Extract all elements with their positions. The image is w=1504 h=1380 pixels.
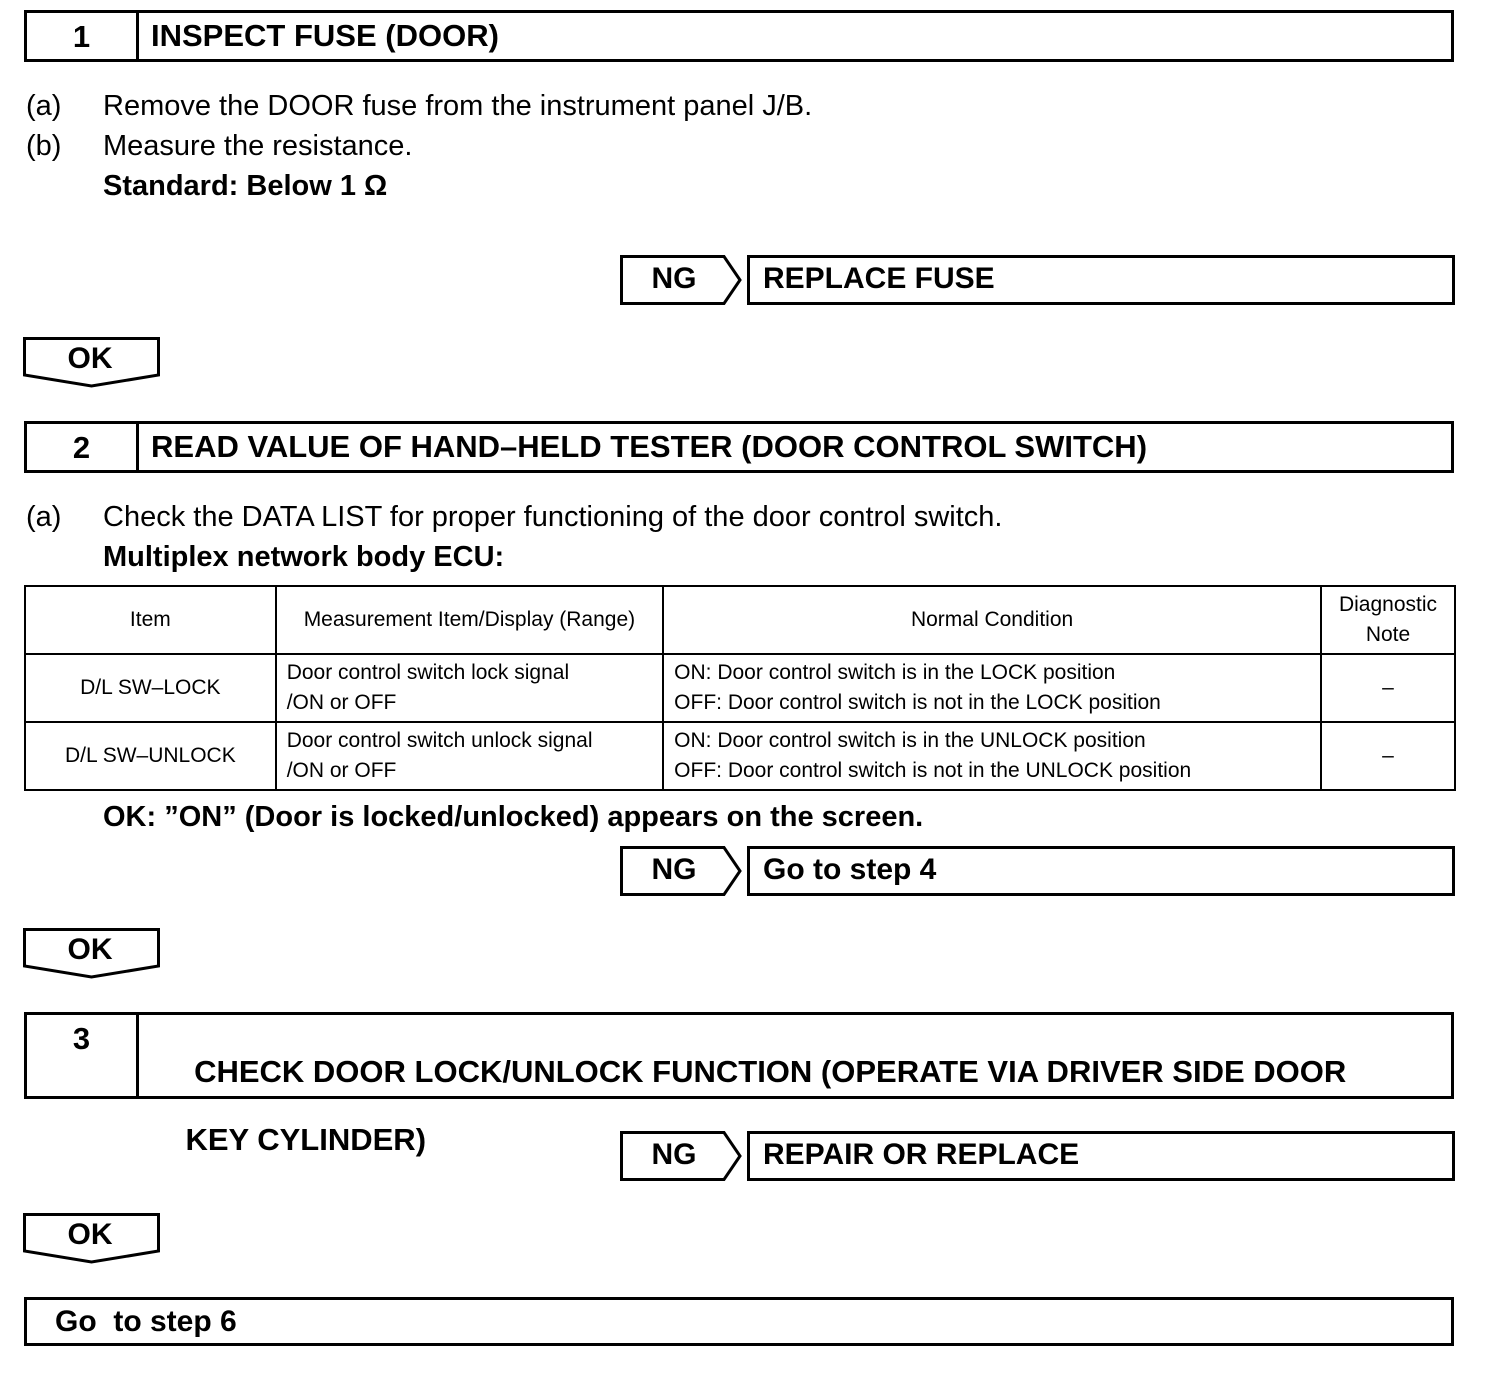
ng-action: REPAIR OR REPLACE [747,1131,1455,1181]
ng-label: NG [651,1138,697,1171]
step2-header [24,421,1454,473]
final-step-box: Go to step 6 [24,1297,1454,1346]
measurement-range: /ON or OFF [286,691,397,714]
measurement-line: Door control switch lock signal [286,661,570,684]
step-title: INSPECT FUSE (DOOR) [151,18,499,53]
ok-label: OK [67,1218,113,1251]
condition-off: OFF: Door control switch is not in the LOCK position [674,691,1161,714]
ok-branch [23,928,160,980]
instruction-text: Check the DATA LIST for proper functioning of the door control switch. [103,501,1003,533]
header-normal-condition: Normal Condition [663,586,1321,654]
ok-branch [23,337,160,389]
data-list-table [24,585,1456,791]
ok-label: OK [67,342,113,375]
header-item: Item [25,586,276,654]
ok-label: OK [67,933,113,966]
cell-condition [663,722,1321,790]
step-title-line: CHECK DOOR LOCK/UNLOCK FUNCTION (OPERATE VIA DRIVER SIDE DOOR [185,1054,1347,1089]
step-number: 3 [27,1015,139,1096]
measurement-range: /ON or OFF [286,759,397,782]
header-diagnostic: Diagnostic [1338,593,1438,616]
instruction-label: (a) [26,90,62,122]
cell-condition [663,654,1321,722]
step-number: 2 [27,424,139,470]
instruction-text: Measure the resistance. [103,130,413,162]
condition-off: OFF: Door control switch is not in the UNLOCK position [674,759,1192,782]
standard-text: Standard: Below 1 Ω [103,170,388,202]
table-row [25,722,1455,790]
cell-note: – [1321,722,1455,790]
header-diagnostic-note [1321,586,1455,654]
condition-on: ON: Door control switch is in the UNLOCK position [674,729,1146,752]
condition-on: ON: Door control switch is in the LOCK position [674,661,1116,684]
ng-action: Go to step 4 [747,846,1455,896]
ng-branch [620,1131,1460,1181]
ok-branch [23,1213,160,1265]
cell-item: D/L SW–UNLOCK [25,722,276,790]
instruction-label: (a) [26,501,62,533]
cell-measurement [276,654,663,722]
step1-header [24,10,1454,62]
cell-measurement [276,722,663,790]
ng-label: NG [651,262,697,295]
ok-condition-text: OK: ”ON” (Door is locked/unlocked) appears on the screen. [103,801,924,833]
header-measurement: Measurement Item/Display (Range) [276,586,663,654]
table-row [25,654,1455,722]
subheading-text: Multiplex network body ECU: [103,541,505,573]
ng-label: NG [651,853,697,886]
instruction-label: (b) [26,130,62,162]
cell-item: D/L SW–LOCK [25,654,276,722]
ng-branch [620,255,1460,305]
measurement-line: Door control switch unlock signal [286,729,593,752]
cell-note: – [1321,654,1455,722]
step-title-line: KEY CYLINDER) [185,1122,427,1157]
step-title: READ VALUE OF HAND–HELD TESTER (DOOR CONTROL SWITCH) [151,429,1148,464]
instruction-text: Remove the DOOR fuse from the instrument panel J/B. [103,90,813,122]
ng-action: REPLACE FUSE [747,255,1455,305]
ng-branch [620,846,1460,896]
step-number: 1 [27,13,139,59]
table-header-row [25,586,1455,654]
header-note: Note [1365,623,1411,646]
